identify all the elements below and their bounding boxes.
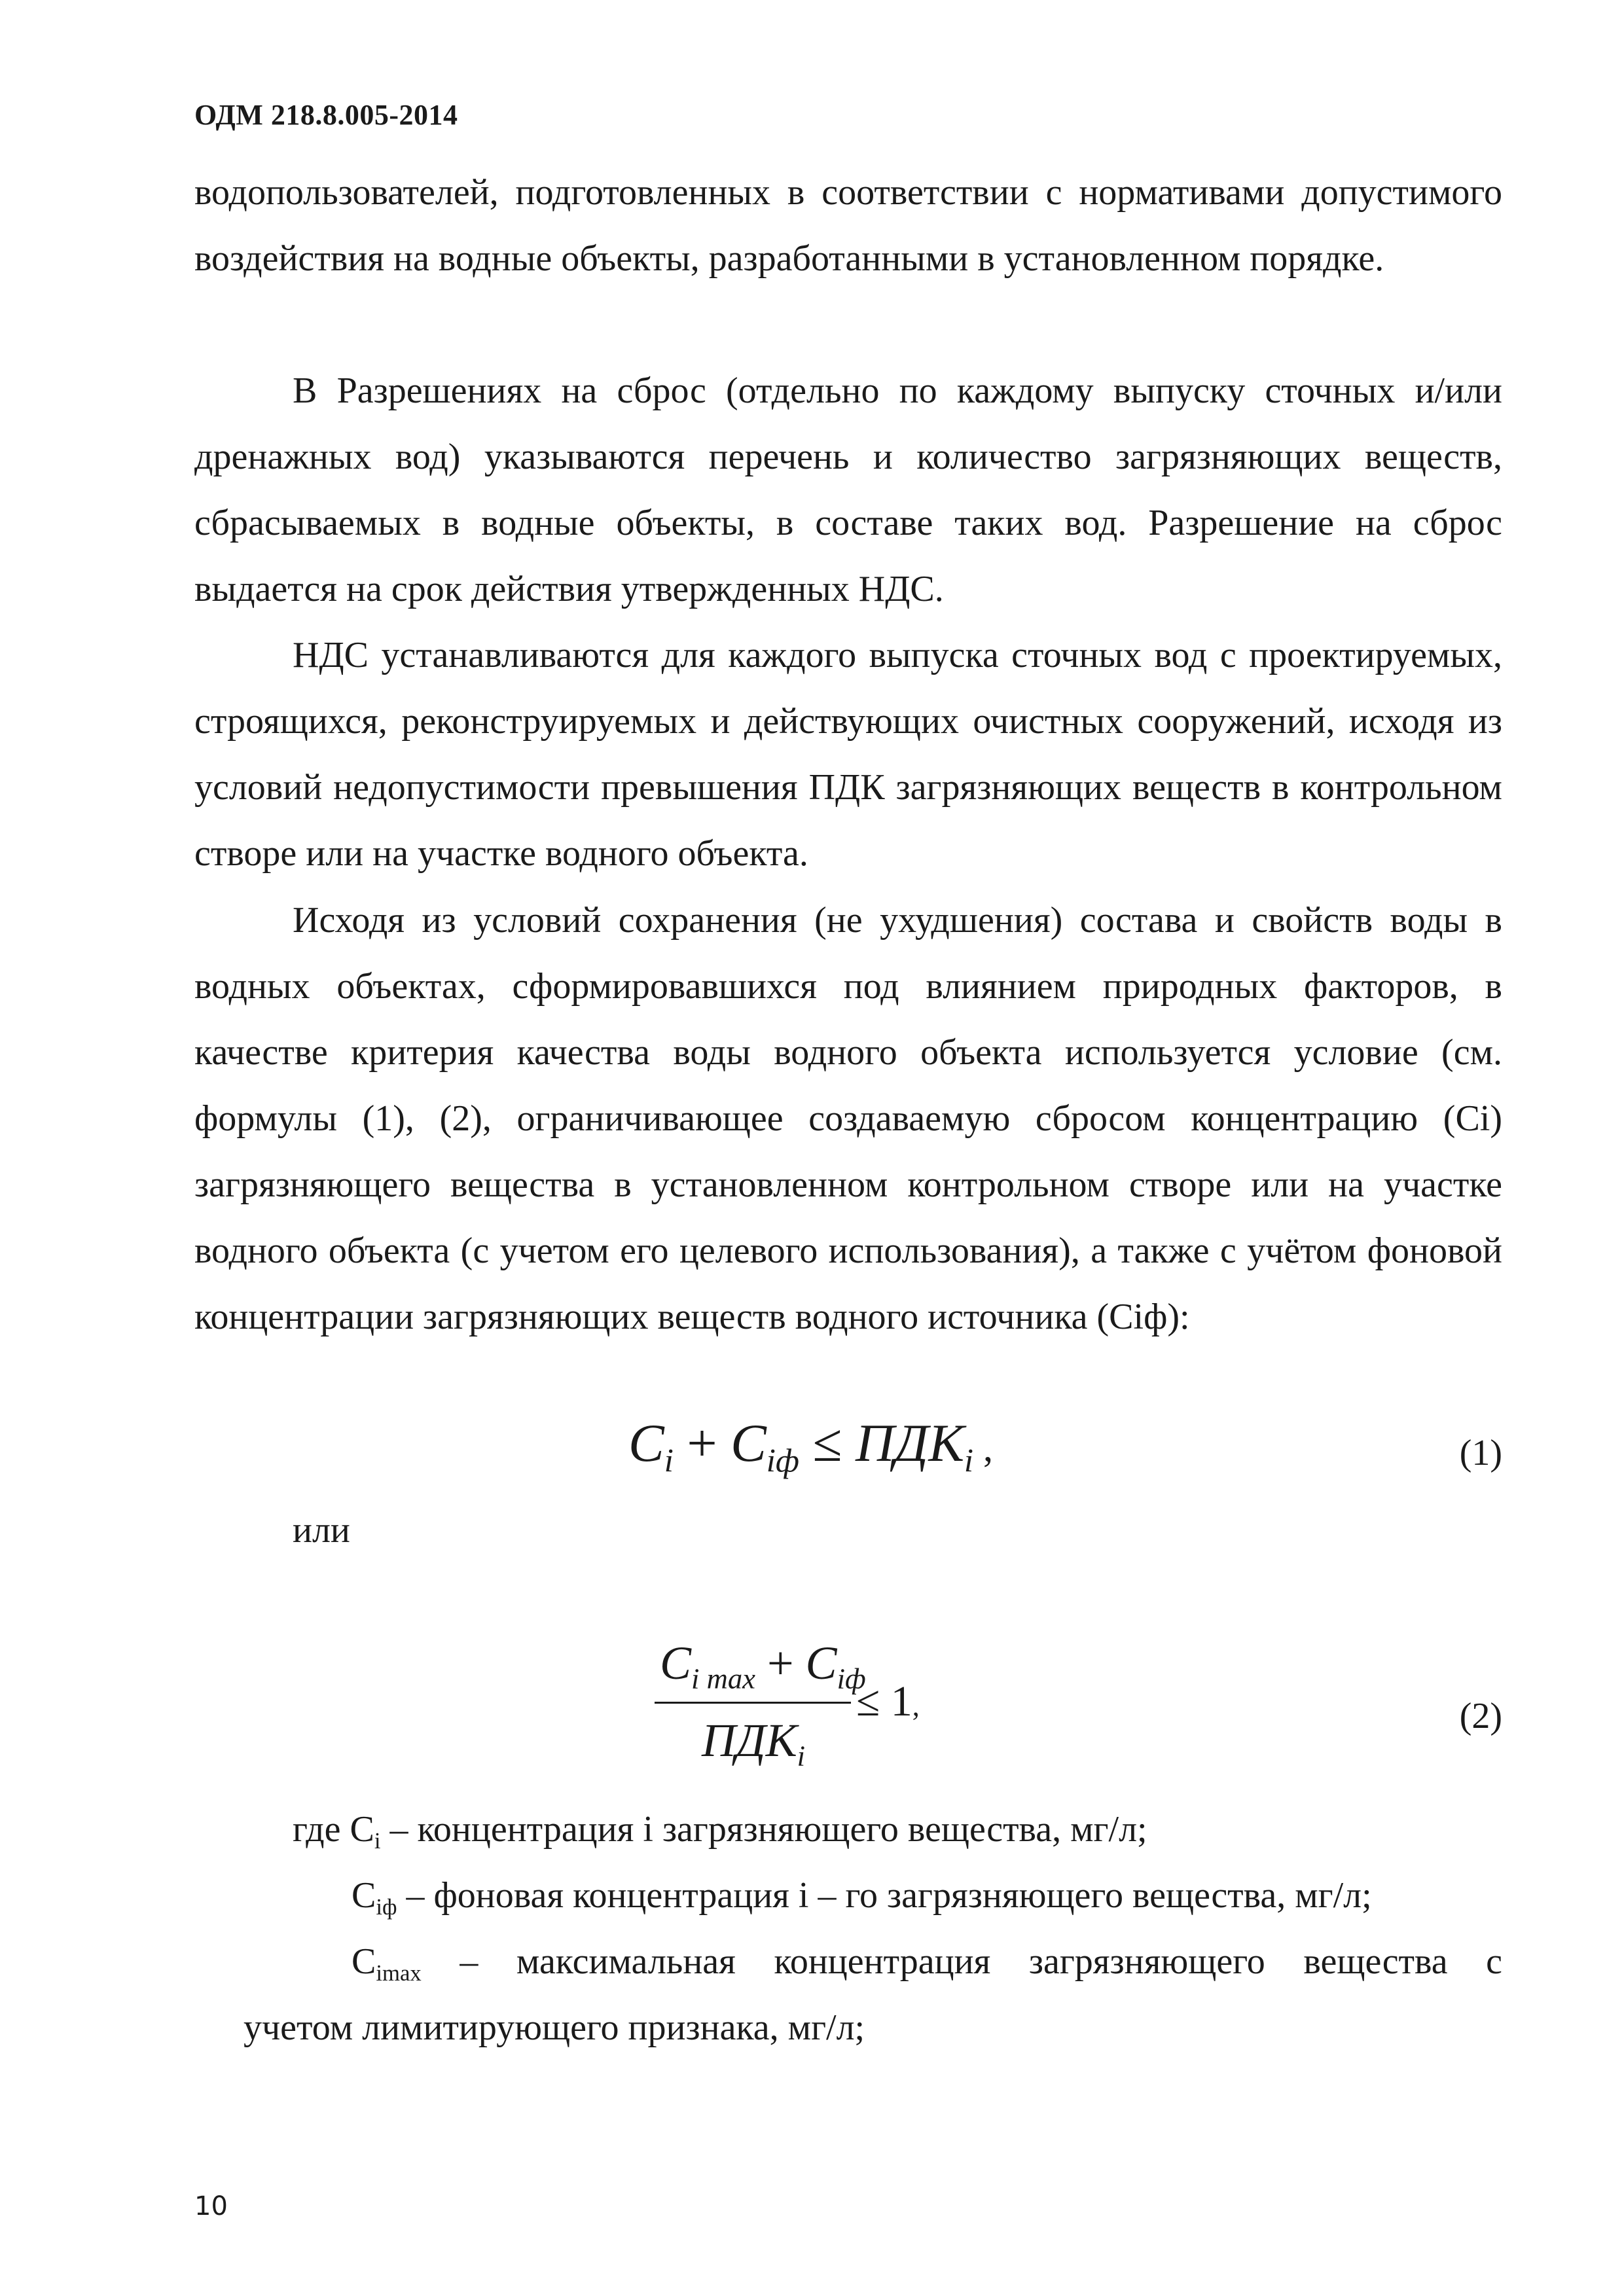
- equation-number-2: (2): [1459, 1696, 1502, 1736]
- fraction-rhs: [856, 1677, 920, 1727]
- definition-cimax-symbol: C: [352, 1941, 376, 1982]
- formula-1-c: C: [628, 1413, 664, 1473]
- formula-1-c2: C: [731, 1413, 767, 1473]
- connector-word: или: [293, 1510, 350, 1551]
- formula-1-comma: ,: [973, 1426, 993, 1469]
- paragraph-4: Исходя из условий сохранения (не ухудшения) состава и свойств воды в водных объектах, сформировавшихся под влиянием природных факторов, в качестве критерия качества воды водного объекта используется условие (см. формулы (1), (2), ограничивающее создаваемую сбросом концентрацию (Ci) загрязняющего вещества в установленном контрольном створе или на участке водного объекта (с учетом его целевого использования), а также с учётом фоновой концентрации загрязняющих веществ водного источника (Ciф):: [194, 900, 1502, 1337]
- document-code-header: ОДМ 218.8.005-2014: [194, 99, 458, 131]
- fraction-denominator: [702, 1713, 805, 1772]
- formula-2: [655, 1636, 920, 1800]
- rhs-comma: ,: [912, 1690, 920, 1722]
- denominator-pdk: ПДК: [702, 1714, 797, 1767]
- paragraph-1: водопользователей, подготовленных в соответствии с нормативами допустимого воздействия на водные объекты, разработанными в установленном порядке.: [194, 172, 1502, 279]
- definition-ci-sub: i: [374, 1828, 381, 1854]
- formula-1-pdk-sub: i: [964, 1442, 973, 1479]
- equation-number-1: (1): [1459, 1433, 1502, 1473]
- rhs-le-one: ≤ 1: [856, 1677, 912, 1725]
- paragraph-3: НДС устанавливаются для каждого выпуска сточных вод с проектируемых, строящихся, реконструируемых и действующих очистных сооружений, исходя из условий недопустимости превышения ПДК загрязняющих веществ в контрольном створе или на участке водного объекта.: [194, 635, 1502, 874]
- definition-cif-text: – фоновая концентрация i – го загрязняющего вещества, мг/л;: [397, 1875, 1372, 1916]
- paragraph-2: В Разрешениях на сброс (отдельно по каждому выпуску сточных и/или дренажных вод) указываются перечень и количество загрязняющих веществ, сбрасываемых в водные объекты, в составе таких вод. Разрешение на сброс выдается на срок действия утвержденных НДС.: [194, 370, 1502, 609]
- definition-ci-text: – концентрация i загрязняющего вещества, мг/л;: [380, 1809, 1147, 1850]
- numerator-c: C: [660, 1637, 692, 1689]
- definition-cimax-continued: учетом лимитирующего признака, мг/л;: [244, 2007, 865, 2048]
- formula-1-pdk: ПДК: [856, 1413, 964, 1473]
- fraction-numerator: [660, 1636, 866, 1695]
- numerator-plus: +: [755, 1637, 806, 1689]
- formula-1-le: ≤: [799, 1413, 856, 1473]
- page-number: 10: [194, 2191, 228, 2221]
- numerator-c2-sub: iф: [837, 1662, 866, 1695]
- definition-cimax-sub: imax: [376, 1960, 422, 1986]
- numerator-c-sub: i max: [691, 1662, 755, 1695]
- denominator-sub: i: [797, 1739, 806, 1772]
- fraction-bar: [655, 1702, 851, 1704]
- definition-cif-symbol: C: [352, 1875, 376, 1916]
- definition-cif-sub: iф: [376, 1894, 397, 1920]
- formula-1-c-sub: i: [664, 1442, 674, 1479]
- formula-1-c2-sub: iф: [766, 1442, 799, 1479]
- formula-1-plus: +: [673, 1413, 731, 1473]
- definition-cimax-text: – максимальная концентрация загрязняющего вещества с: [421, 1941, 1502, 1982]
- numerator-c2: C: [805, 1637, 837, 1689]
- formula-1: [628, 1412, 993, 1479]
- definition-ci-symbol: где C: [293, 1809, 374, 1850]
